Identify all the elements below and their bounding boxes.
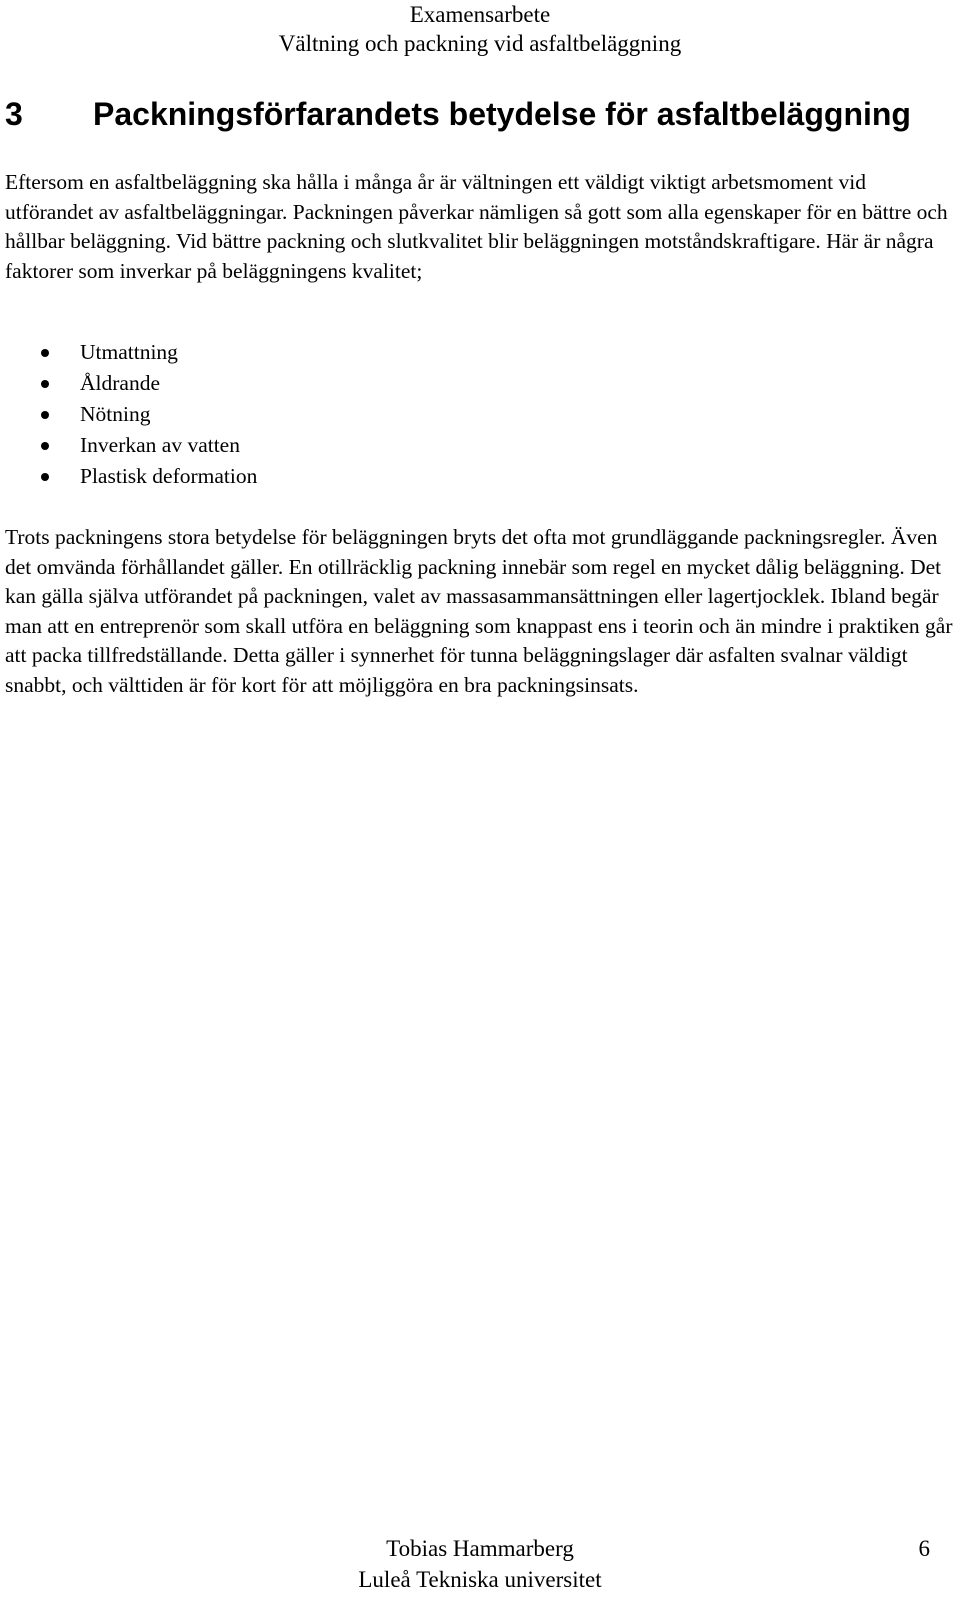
header-document-type: Examensarbete	[409, 2, 551, 27]
bullet-icon	[41, 349, 49, 357]
bullet-icon	[41, 442, 49, 450]
factor-list	[0, 337, 257, 492]
header-document-title: Vältning och packning vid asfaltbeläggning	[278, 31, 682, 56]
list-item-label: Åldrande	[80, 371, 160, 395]
list-item	[0, 368, 257, 399]
bullet-icon	[41, 380, 49, 388]
page-header	[0, 0, 960, 58]
list-item	[0, 461, 257, 492]
list-item-label: Inverkan av vatten	[80, 433, 240, 457]
footer-university: Luleå Tekniska universitet	[358, 1567, 602, 1592]
bullet-icon	[41, 473, 49, 481]
section-title: Packningsförfarandets betydelse för asfaltbeläggning	[93, 96, 911, 132]
list-item	[0, 399, 257, 430]
list-item-label: Utmattning	[80, 340, 178, 364]
list-item-label: Nötning	[80, 402, 151, 426]
footer-author: Tobias Hammarberg	[386, 1536, 574, 1561]
list-item	[0, 430, 257, 461]
list-item	[0, 337, 257, 368]
intro-paragraph: Eftersom en asfaltbeläggning ska hålla i många år är vältningen ett väldigt viktigt arbetsmoment vid utförandet av asfaltbeläggningar. Packningen påverkar nämligen så gott som alla egenskaper för en bättre och hållbar beläggning. Vid bättre packning och slutkvalitet blir beläggningen motståndskraftigare. Här är några faktorer som inverkar på beläggningens kvalitet;	[5, 170, 948, 283]
bullet-icon	[41, 411, 49, 419]
section-number: 3	[5, 96, 23, 132]
body-paragraph: Trots packningens stora betydelse för beläggningen bryts det ofta mot grundläggande packningsregler. Även det omvända förhållandet gäller. En otillräcklig packning innebär som regel en mycket dålig beläggning. Det kan gälla själva utförandet på packningen, valet av massasammansättningen eller lagertjocklek. Ibland begär man att en entreprenör som skall utföra en beläggning som knappast ens i teorin och än mindre i praktiken går att packa tillfredställande. Detta gäller i synnerhet för tunna beläggningslager där asfalten svalnar väldigt snabbt, och välttiden är för kort för att möjliggöra en bra packningsinsats.	[5, 525, 953, 697]
section-heading	[5, 96, 911, 133]
page-footer	[0, 1533, 960, 1595]
list-item-label: Plastisk deformation	[80, 464, 258, 488]
page-number: 6	[918, 1536, 930, 1561]
